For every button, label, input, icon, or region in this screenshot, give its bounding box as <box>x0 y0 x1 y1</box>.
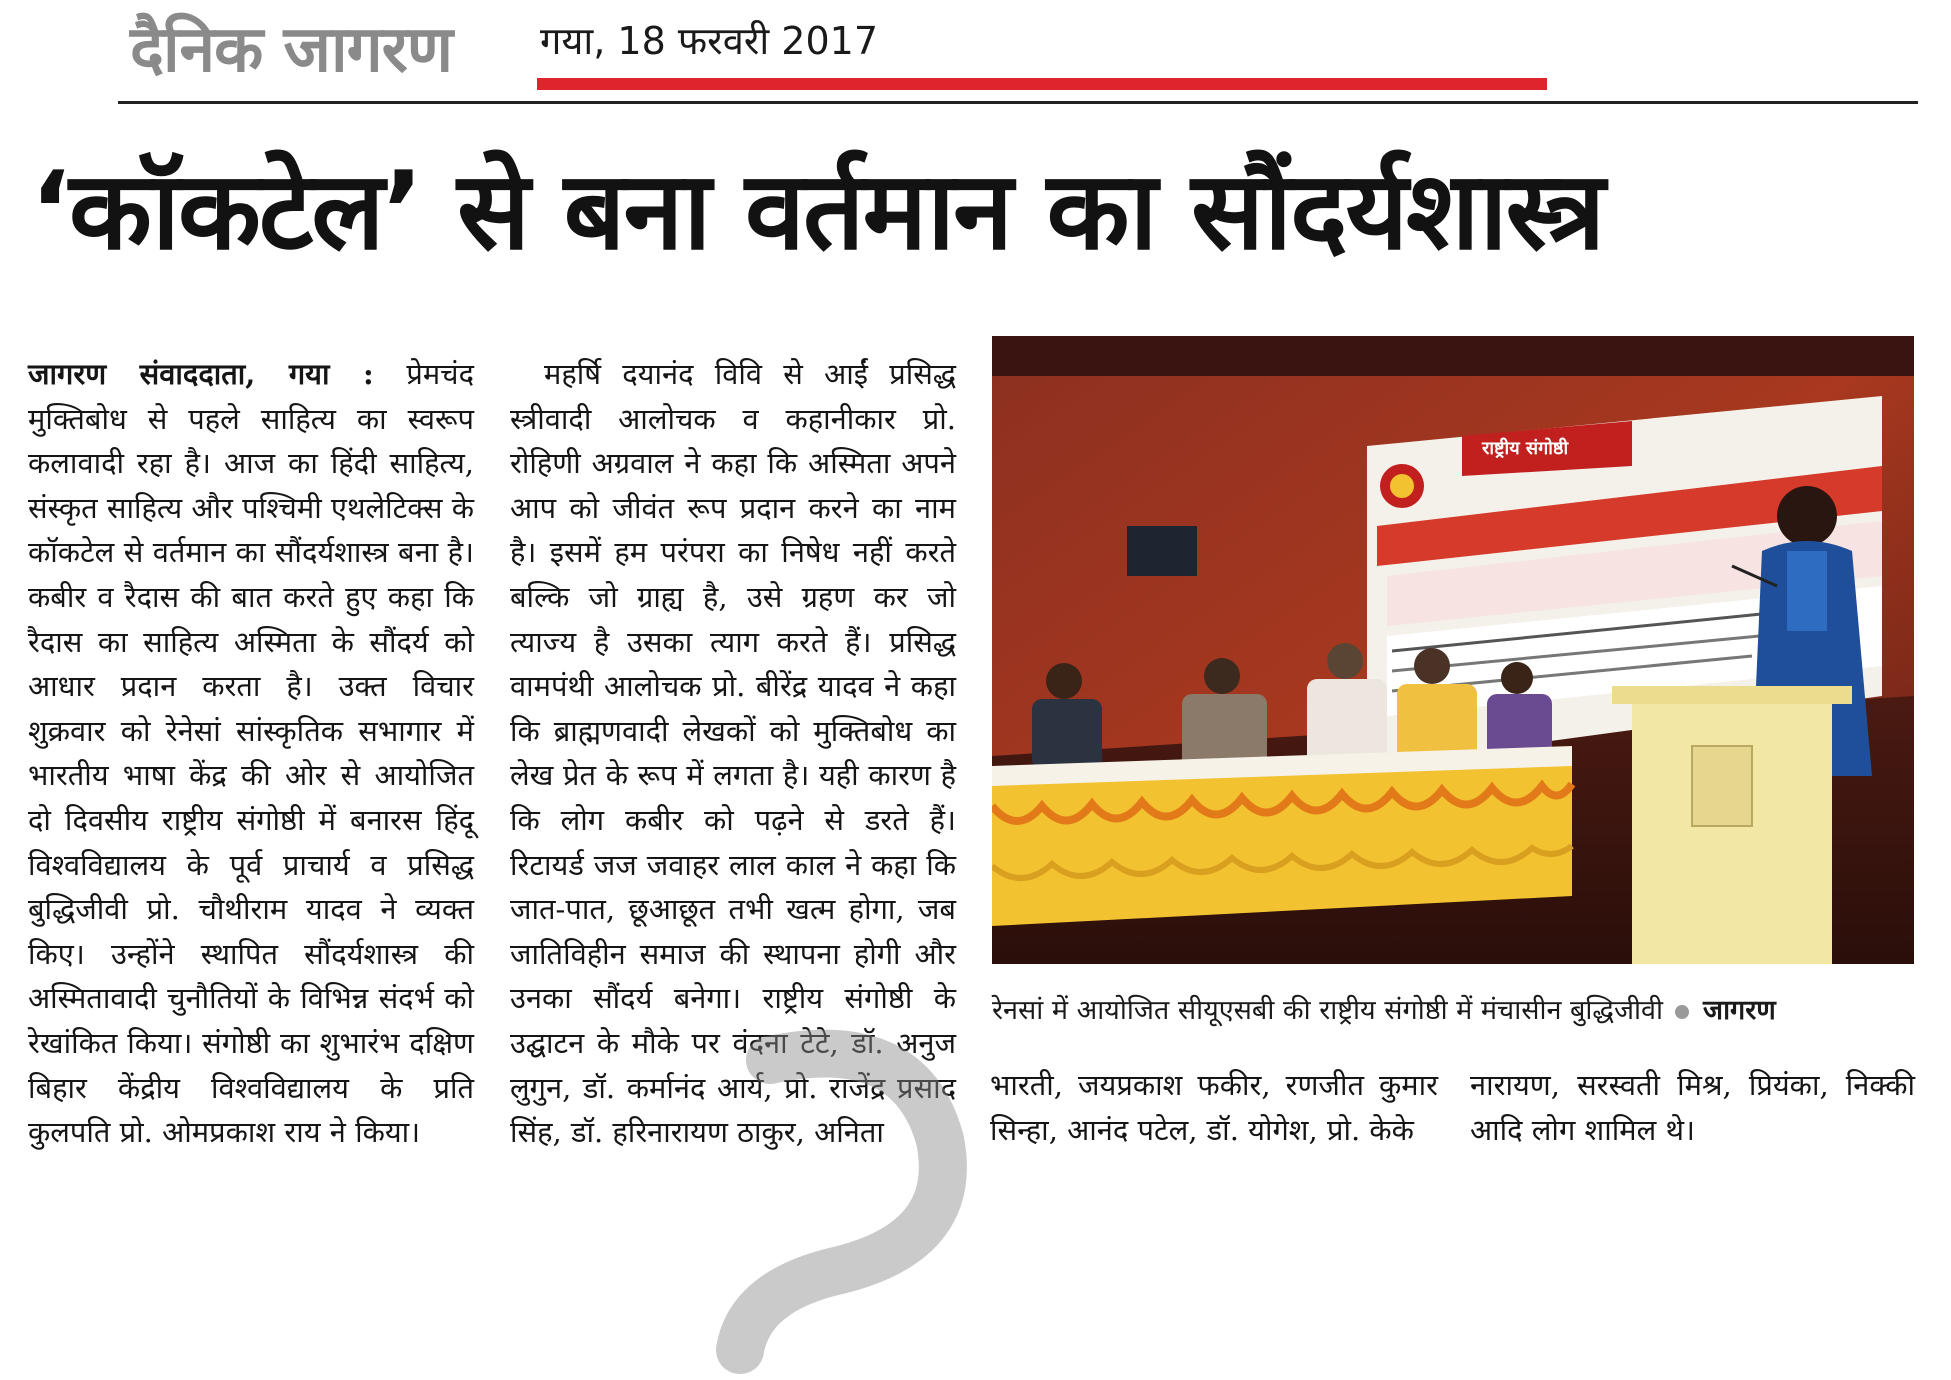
column-4-text: नारायण, सरस्वती मिश्र, प्रियंका, निक्की आदि लोग शामिल थे। <box>1470 1068 1915 1147</box>
caption-text: रेनसां में आयोजित सीयूएसबी की राष्ट्रीय संगोष्ठी में मंचासीन बुद्धिजीवी <box>992 995 1664 1026</box>
column-2-text: महर्षि दयानंद विवि से आईं प्रसिद्ध स्त्रीवादी आलोचक व कहानीकार प्रो. रोहिणी अग्रवाल ने कहा कि अस्मिता अपने आप को जीवंत रूप प्रदान करने का नाम है। इसमें हम परंपरा का निषेध नहीं करते बल्कि जो ग्राह्य है, उसे ग्रहण कर जो त्याज्य है उसका त्याग करते हैं। प्रसिद्ध वामपंथी आलोचक प्रो. बीरेंद्र यादव ने कहा कि ब्राह्मणवादी लेखकों को मुक्तिबोध का लेख प्रेत के रूप में लगता है। यही कारण है कि लोग कबीर को पढ़ने से डरते हैं। रिटायर्ड जज जवाहर लाल काल ने कहा कि जात-पात, छूआछूत तभी खत्म होगा, जब जातिविहीन समाज की स्थापना होगी और उनका सौंदर्य बनेगा। राष्ट्रीय संगोष्ठी के उद्घाटन के मौके पर वंदना टेटे, डॉ. अनुज लुगुन, डॉ. कर्मानंद आर्य, प्रो. राजेंद्र प्रसाद सिंह, डॉ. हरिनारायण ठाकुर, अनिता <box>510 357 956 1150</box>
article-column-4 <box>1470 1063 1915 1152</box>
column-1-text: प्रेमचंद मुक्तिबोध से पहले साहित्य का स्वरूप कलावादी रहा है। आज का हिंदी साहित्य, संस्कृत साहित्य और पश्चिमी एथलेटिक्स के कॉकटेल से वर्तमान का सौंदर्यशास्त्र बना है। कबीर व रैदास की बात करते हुए कहा कि रैदास का साहित्य अस्मिता के सौंदर्य को आधार प्रदान करता है। उक्त विचार शुक्रवार को रेनेसां सांस्कृतिक सभागार में भारतीय भाषा केंद्र की ओर से आयोजित दो दिवसीय राष्ट्रीय संगोष्ठी में बनारस हिंदू विश्वविद्यालय के पूर्व प्राचार्य व प्रसिद्ध बुद्धिजीवी प्रो. चौथीराम यादव ने व्यक्त किए। उन्होंने स्थापित सौंदर्यशास्त्र की अस्मितावादी चुनौतियों के विभिन्न संदर्भ को रेखांकित किया। संगोष्ठी का शुभारंभ दक्षिण बिहार केंद्रीय विश्वविद्यालय के प्रति कुलपति प्रो. ओमप्रकाश राय ने किया। <box>28 357 475 1150</box>
article-column-1 <box>28 352 474 1155</box>
dateline: गया, 18 फरवरी 2017 <box>540 19 879 63</box>
banner-title: राष्ट्रीय संगोष्ठी <box>1482 438 1569 459</box>
article-column-3 <box>990 1063 1438 1152</box>
column-3-text: भारती, जयप्रकाश फकीर, रणजीत कुमार सिन्हा, आनंद पटेल, डॉ. योगेश, प्रो. केके <box>990 1068 1438 1147</box>
headline: ‘कॉकटेल’ से बना वर्तमान का सौंदर्यशास्त्र <box>30 149 1604 274</box>
article-column-2 <box>510 352 956 1155</box>
stage-table <box>992 746 1572 926</box>
photo-credit: जागरण <box>1703 995 1776 1026</box>
red-rule <box>537 78 1547 90</box>
photo-caption <box>992 990 1914 1027</box>
news-photo <box>992 336 1914 964</box>
black-rule <box>118 101 1918 104</box>
byline: जागरण संवाददाता, गया : <box>28 357 374 391</box>
caption-dot <box>1675 1005 1689 1019</box>
masthead: दैनिक जागरण <box>130 13 453 87</box>
